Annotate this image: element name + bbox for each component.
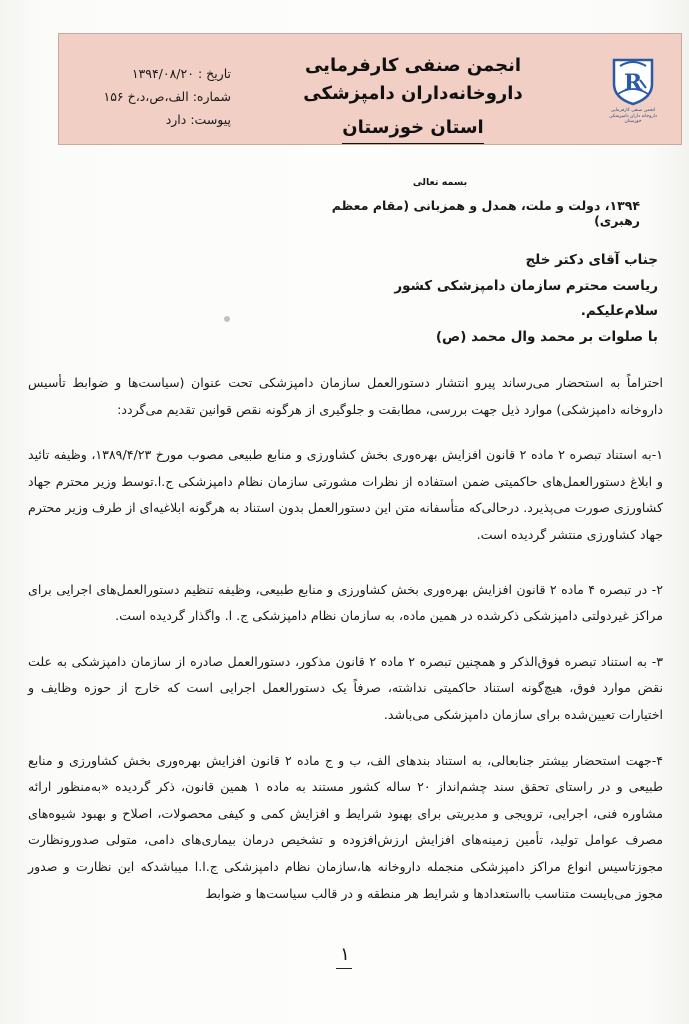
greeting: سلام‌علیکم.: [580, 303, 658, 319]
logo-caption: انجمن صنفی کارفرمایی داروخانه داران دامپزشکی خوزستان: [609, 108, 657, 124]
association-logo: [603, 54, 663, 134]
number-value: الف،ص،د،خ ۱۵۶: [103, 89, 189, 104]
page-number-underline: [336, 968, 352, 969]
attachment-value: دارد: [165, 112, 187, 127]
date-row: [81, 62, 231, 85]
letterhead: [58, 33, 682, 145]
letter-meta: [81, 62, 231, 131]
number-row: [81, 85, 231, 108]
paragraph-3: ۳- به استناد تبصره فوق‌الذکر و همچنین تبصره ۲ ماده ۲ قانون مذکور، دستورالعمل صادره از سازمان دامپزشکی به علت نقض موارد فوق، هیچ‌گونه استناد حاکمیتی نداشته، صرفاً یک دستورالعمل اجرایی است که خارج از حوزه وظایف و اختیارات تعیین‌شده برای سازمان دامپزشکی می‌باشد.: [28, 653, 664, 722]
date-label: تاریخ :: [197, 66, 231, 81]
bismillah-heading: بسمه تعالی: [412, 177, 468, 188]
org-subtitle: استان خوزستان: [342, 114, 483, 144]
recipient-title: ریاست محترم سازمان دامپزشکی کشور: [394, 277, 658, 294]
svg-text:R: R: [623, 70, 643, 96]
paragraph-2: ۲- در تبصره ۴ ماده ۲ قانون افزایش بهره‌وری بخش کشاورزی و منابع طبیعی، وظیفه تنظیم دستورالعمل‌های اجرایی برای مراکز غیردولتی دامپزشکی ذکرشده در همین ماده، به سازمان نظام دامپزشکی ج. ا. واگذار گردیده است.: [28, 581, 663, 624]
letter-body: [28, 370, 663, 926]
paragraph-1: ۱-به استناد تبصره ۲ ماده ۲ قانون افزایش بهره‌وری بخش کشاورزی و منابع طبیعی مصوب مورخ ۱۳۸۹/۴/۲۳، وظیفه تائید و ابلاغ دستورالعمل‌های حاکمیتی ضمن استفاده از نظرات مشورتی سازمان نظام دامپزشکی ج.ا.توسط وزیر محترم جهاد کشاورزی صورت می‌پذیرد. درحالی‌که متأسفانه متن این دستورالعمل بدون استناد به هرگونه ابلاغیه‌ای از طرف وزیر محترم جهاد کشاورزی منتشر گردیده است.: [28, 447, 664, 542]
caduceus-logo-icon: [610, 54, 656, 106]
page-number: ۱: [340, 944, 350, 965]
date-value: ۱۳۹۴/۰۸/۲۰: [131, 66, 194, 81]
salutation: با صلوات بر محمد وال محمد (ص): [435, 328, 658, 345]
intro-paragraph: احتراماً به استحضار می‌رساند پیرو انتشار دستورالعمل سازمان دامپزشکی تحت عنوان (سیاست‌ها و ضوابط تأسیس داروخانه دامپزشکی) موارد ذیل جهت بررسی، مطابقت و جلوگیری از هرگونه نقص قوانین تقدیم می‌گردد:: [28, 375, 663, 417]
paragraph-4: ۴-جهت استحضار بیشتر جنابعالی، به استناد بندهای الف، ب و ج ماده ۲ قانون افزایش بهره‌وری بخش کشاورزی و منابع طبیعی و در راستای تحقق سند چشم‌انداز ۲۰ ساله کشور مستند به ماده ۱ همین قانون، ذکر گردیده «به‌منظور ارائه مشاوره فنی، اجرایی، ترویجی و مدیریتی برای بهبود شرایط و افزایش کمی و کیفی محصولات، اصلاح و بهبود شیوه‌های مصرف عوامل تولید، تأمین زمینه‌های افزایش ارزش‌افزوده و تشخیص درمان بیماری‌های دامی، متولی صدورونظارت مجوزتاسیس انواع مراکز دامپزشکی منجمله داروخانه ها،سازمان نظام دامپزشکی ج.ا.ا میباشدکه این نظارت و صدور مجوز می‌بایست متناسب بااستعدادها و شرایط هر منطقه و در قالب سیاست‌ها و ضوابط: [28, 752, 664, 901]
attachment-label: پیوست:: [190, 112, 231, 127]
org-title-text: انجمن صنفی کارفرمایی داروخانه‌داران دامپزشکی: [303, 55, 523, 104]
year-slogan: ۱۳۹۴، دولت و ملت، همدل و همزبانی (مقام معظم رهبری): [331, 198, 640, 228]
scan-speck: [224, 316, 230, 322]
recipient-block: [328, 248, 658, 350]
org-title: [253, 52, 573, 144]
number-label: شماره:: [192, 89, 231, 104]
recipient-name: جناب آقای دکتر خلج: [525, 252, 658, 268]
attachment-row: [81, 108, 231, 131]
